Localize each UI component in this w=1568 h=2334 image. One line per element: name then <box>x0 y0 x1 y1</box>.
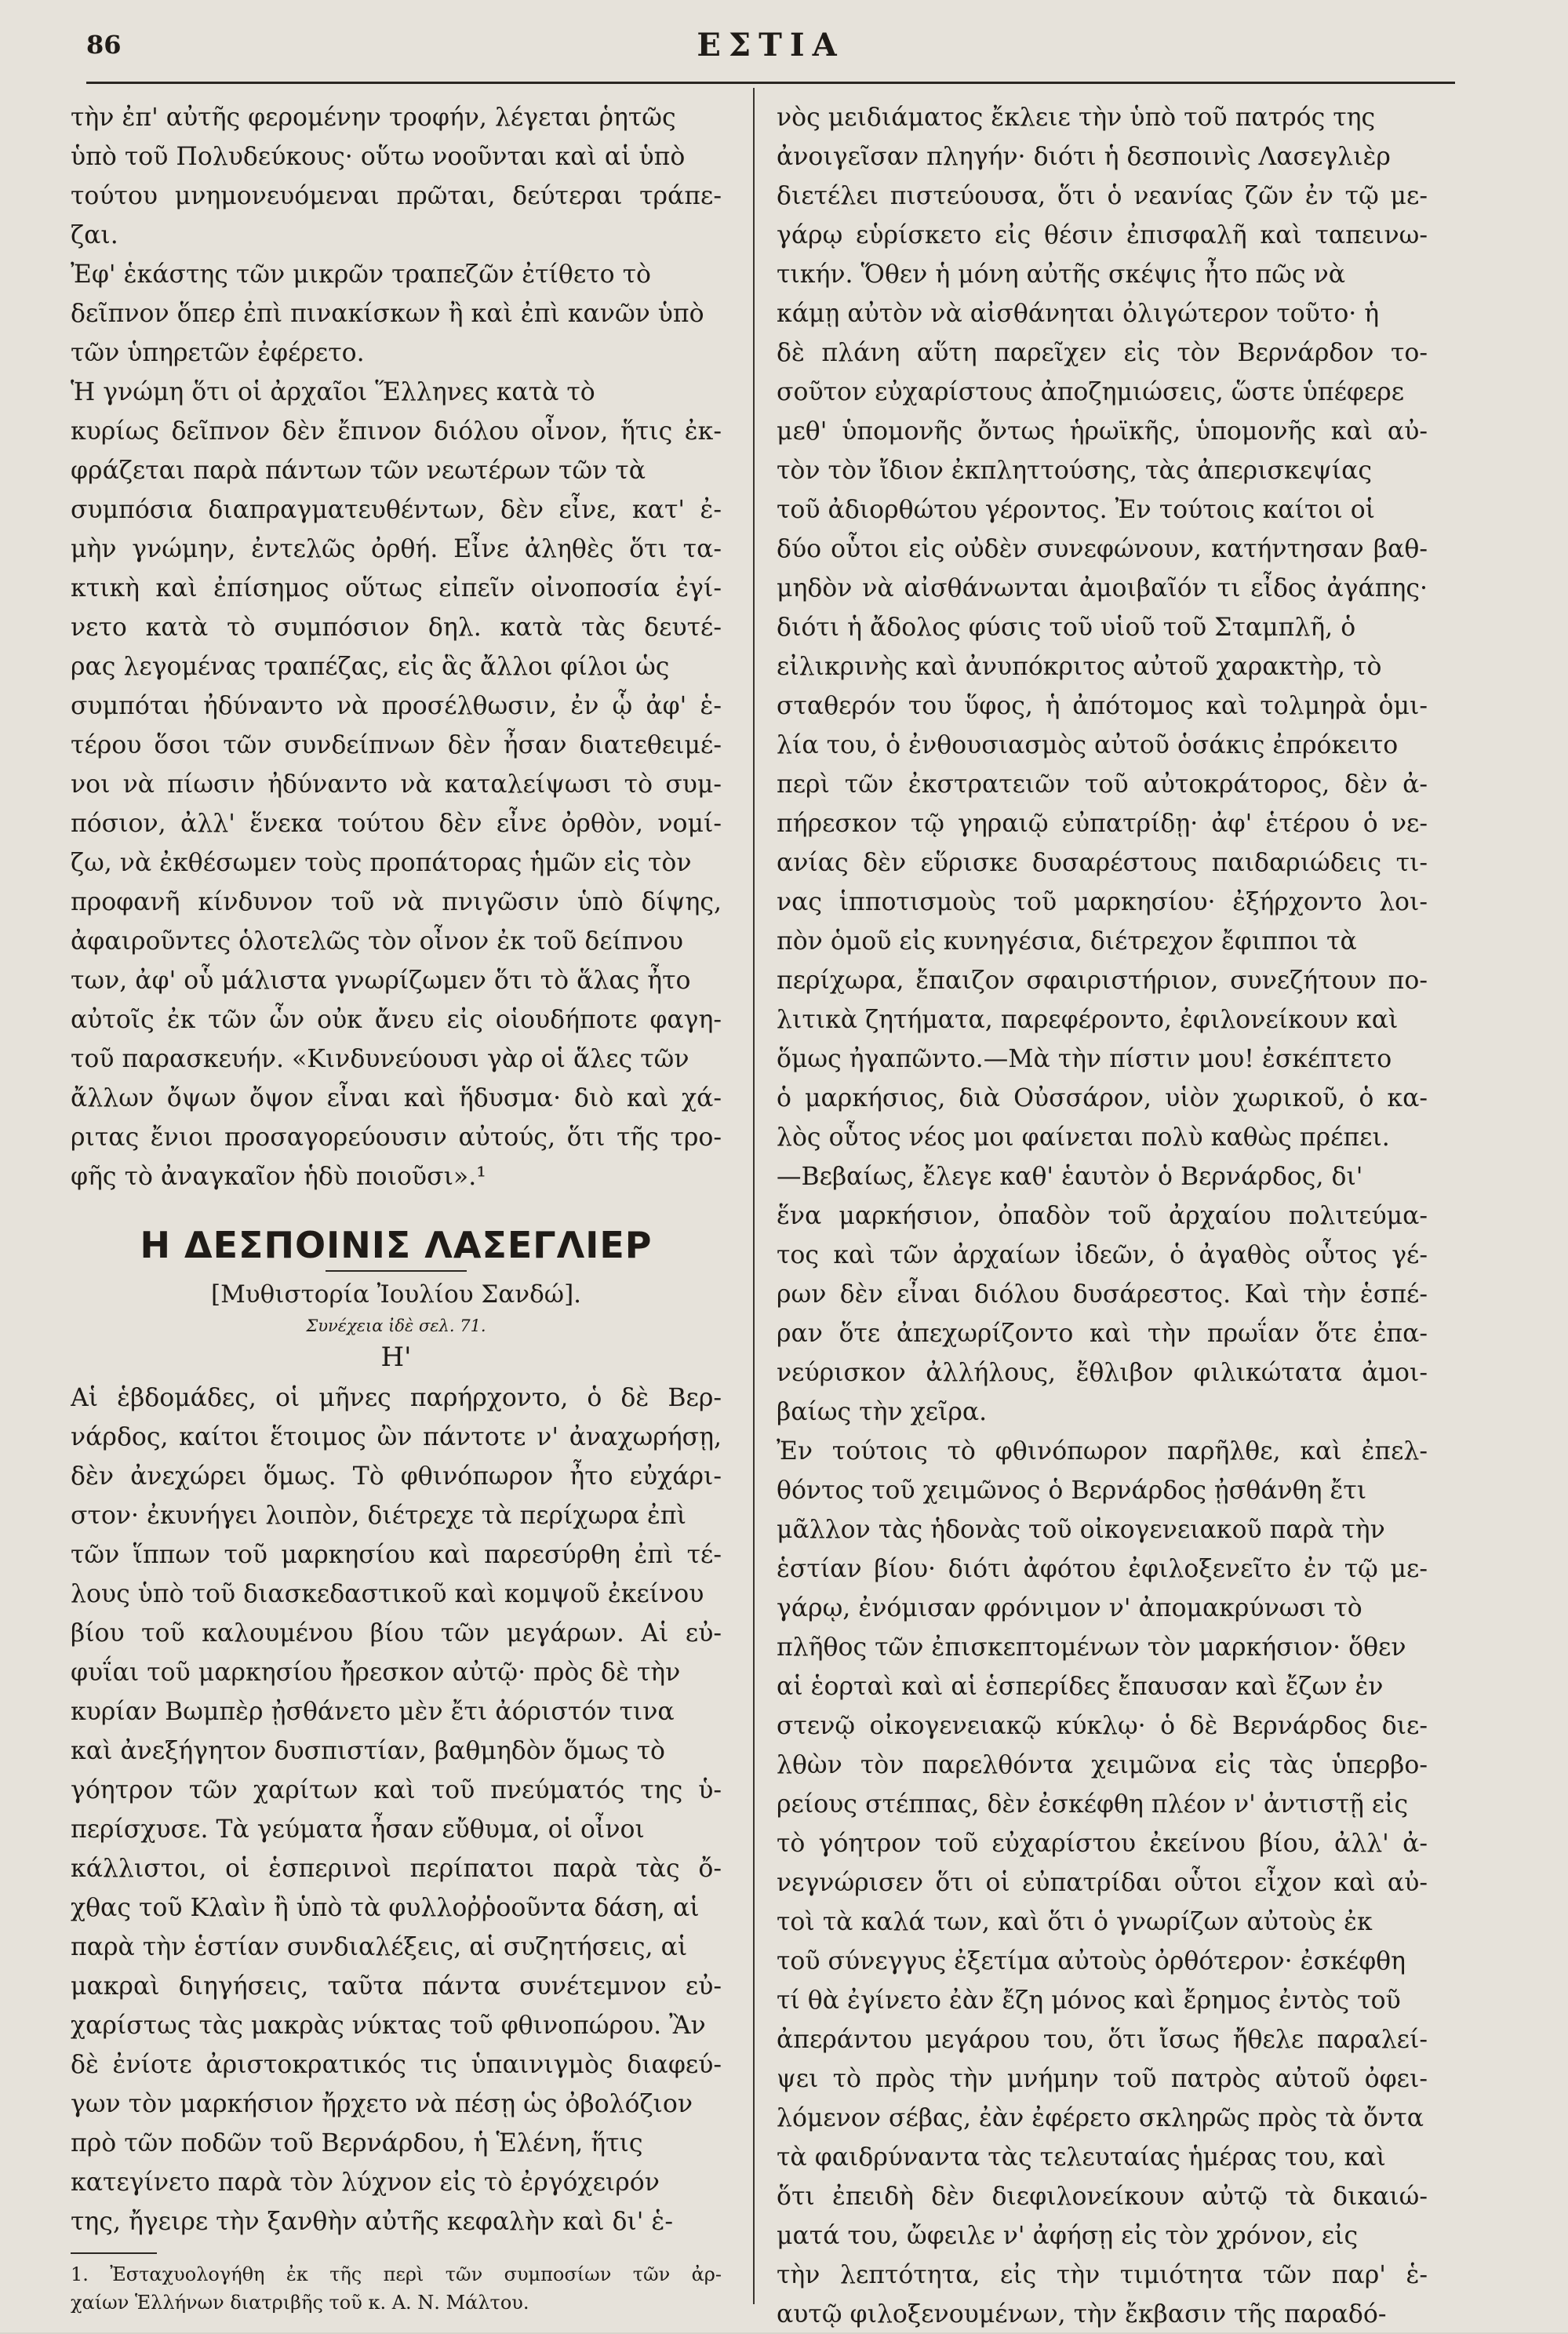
text-line: —Βεβαίως, ἔλεγε καθ' ἑαυτὸν ὁ Βερνάρδος, δι' <box>777 1163 1363 1191</box>
text-line: στενῷ οἰκογενειακῷ κύκλῳ· ὁ δὲ Βερνάρδος διε- <box>777 1712 1428 1740</box>
text-line: χθας τοῦ Κλαὶν ἢ ὑπὸ τὰ φυλλοῤῥοοῦντα δάση, αἱ <box>71 1894 700 1922</box>
left-text-block-1 <box>71 98 722 1196</box>
text-line: λόμενον σέβας, ἐὰν ἐφέρετο σκληρῶς πρὸς τὰ ὄντα <box>777 2104 1424 2132</box>
page-number: 86 <box>86 30 122 60</box>
text-line: στον· ἐκυνήγει λοιπὸν, διέτρεχε τὰ περίχωρα ἐπὶ <box>71 1502 686 1530</box>
text-line: διετέλει πιστεύουσα, ὅτι ὁ νεανίας ζῶν ἐν τῷ με- <box>777 182 1428 210</box>
text-line: φυΐαι τοῦ μαρκησίου ἤρεσκον αὐτῷ· πρὸς δὲ τὴν <box>71 1659 681 1687</box>
text-line: ρας λεγομένας τραπέζας, εἰς ἃς ἄλλοι φίλοι ὡς <box>71 653 670 681</box>
text-line: δὲν ἀνεχώρει ὅμως. Τὸ φθινόπωρον ἦτο εὐχάρι- <box>71 1462 722 1491</box>
article-continued-note: Συνέχεια ἰδὲ σελ. 71. <box>306 1316 486 1335</box>
text-line: αυτῷ φιλοξενουμένων, τὴν ἔκβασιν τῆς παραδό- <box>777 2300 1387 2329</box>
text-line: τούτου μνημονευόμεναι πρῶται, δεύτεραι τράπε- <box>71 182 722 210</box>
text-line: καὶ ἀνεξήγητον δυσπιστίαν, βαθμηδὸν ὅμως τὸ <box>71 1737 665 1765</box>
left-text-block-2 <box>71 1378 722 2241</box>
text-line: ματά του, ὤφειλε ν' ἀφήσῃ εἰς τὸν χρόνον, εἰς <box>777 2222 1359 2250</box>
text-line: μηδὸν νὰ αἰσθάνωνται ἀμοιβαῖόν τι εἶδος ἀγάπης· <box>777 574 1428 603</box>
text-line: Ἐν τούτοις τὸ φθινόπωρον παρῆλθε, καὶ ἐπελ- <box>777 1437 1428 1466</box>
text-line: τῶν ὑπηρετῶν ἐφέρετο. <box>71 339 365 367</box>
text-line: κατεγίνετο παρὰ τὸν λύχνον εἰς τὸ ἐργόχειρόν <box>71 2168 660 2197</box>
article-title: Η ΔΕΣΠΟΙΝΙΣ ΛΑΣΕΓΛΙΕΡ <box>140 1224 653 1266</box>
text-line: γάρῳ, ἐνόμισαν φρόνιμον ν' ἀπομακρύνωσι τὸ <box>777 1594 1362 1622</box>
text-line: αὐτοῖς ἐκ τῶν ὧν οὐκ ἄνευ εἰς οἱουδήποτε φαγη- <box>71 1006 722 1034</box>
text-line: ρων δὲν εἶναι διόλου δυσάρεστος. Καὶ τὴν ἑσπέ- <box>777 1280 1428 1309</box>
text-line: ἀνοιγεῖσαν πληγήν· διότι ἡ δεσποινὶς Λασεγλιὲρ <box>777 143 1391 171</box>
text-line: πήρεσκον τῷ γηραιῷ εὐπατρίδῃ· ἀφ' ἑτέρου ὁ νε- <box>777 810 1428 838</box>
text-line: γόητρον τῶν χαρίτων καὶ τοῦ πνεύματός της ὑ- <box>71 1776 722 1804</box>
text-line: ανίας δὲν εὕρισκε δυσαρέστους παιδαριώδεις τι- <box>777 849 1428 877</box>
text-line: φῆς τὸ ἀναγκαῖον ἡδὺ ποιοῦσι».¹ <box>71 1163 486 1191</box>
text-line: κυρίως δεῖπνον δὲν ἔπινον διόλου οἶνον, ἥτις ἐκ- <box>71 417 722 446</box>
text-line: προφανῆ κίνδυνον τοῦ νὰ πνιγῶσιν ὑπὸ δίψης, <box>71 888 722 916</box>
text-line: ἀπεράντου μεγάρου του, ὅτι ἴσως ἤθελε παραλεί- <box>777 2026 1428 2054</box>
text-line: βαίως τὴν χεῖρα. <box>777 1398 988 1426</box>
text-line: πόσιον, ἀλλ' ἕνεκα τούτου δὲν εἶνε ὀρθὸν, νομί- <box>71 810 722 838</box>
text-line: ραν ὅτε ἀπεχωρίζοντο καὶ τὴν πρωΐαν ὅτε ἐπα- <box>777 1320 1428 1348</box>
text-line: των, ἀφ' οὗ μάλιστα γνωρίζωμεν ὅτι τὸ ἅλας ἦτο <box>71 967 691 995</box>
text-line: λθὼν τὸν παρελθόντα χειμῶνα εἰς τὰς ὑπερβο- <box>777 1751 1428 1779</box>
text-line: διότι ἡ ἄδολος φύσις τοῦ υἱοῦ τοῦ Σταμπλῆ, ὁ <box>777 614 1356 642</box>
text-line: περίχωρα, ἔπαιζον σφαιριστήριον, συνεζήτουν πο- <box>777 967 1428 995</box>
text-line: ἑστίαν βίου· διότι ἀφότου ἐφιλοξενεῖτο ἐν τῷ με- <box>777 1555 1428 1583</box>
text-line: δὲ ἐνίοτε ἀριστοκρατικός τις ὑπαινιγμὸς διαφεύ- <box>71 2051 722 2079</box>
text-line: δεῖπνον ὅπερ ἐπὶ πινακίσκων ἢ καὶ ἐπὶ κανῶν ὑπὸ <box>71 300 704 328</box>
text-line: Ἡ γνώμη ὅτι οἱ ἀρχαῖοι Ἕλληνες κατὰ τὸ <box>71 378 595 406</box>
text-line: πρὸ τῶν ποδῶν τοῦ Βερνάρδου, ἡ Ἑλένη, ἥτις <box>71 2129 643 2157</box>
text-line: νεγνώρισεν ὅτι οἱ εὐπατρίδαι οὗτοι εἶχον καὶ αὐ- <box>777 1869 1428 1897</box>
text-line: νετο κατὰ τὸ συμπόσιον δηλ. κατὰ τὰς δευτέ- <box>71 614 722 642</box>
text-line: τοῦ ἀδιορθώτου γέροντος. Ἐν τούτοις καίτοι οἱ <box>777 496 1376 524</box>
header-rule <box>86 82 1455 84</box>
text-line: νὸς μειδιάματος ἔκλειε τὴν ὑπὸ τοῦ πατρός της <box>777 104 1376 132</box>
text-line: τέρου ὅσοι τῶν συνδείπνων δὲν ἦσαν διατεθειμέ- <box>71 731 722 759</box>
text-line: πλῆθος τῶν ἐπισκεπτομένων τὸν μαρκήσιον· ὅθεν <box>777 1633 1406 1662</box>
text-line: κάμῃ αὐτὸν νὰ αἰσθάνηται ὀλιγώτερον τοῦτο· ἡ <box>777 300 1380 328</box>
text-line: τοῦ σύνεγγυς ἐξετίμα αὐτοὺς ὀρθότερον· ἐσκέφθη <box>777 1947 1406 1975</box>
text-line: κτικὴ καὶ ἐπίσημος οὕτως εἰπεῖν οἰνοποσία ἐγί- <box>71 574 722 603</box>
text-line: θόντος τοῦ χειμῶνος ὁ Βερνάρδος ᾐσθάνθη ἔτι <box>777 1477 1367 1505</box>
article-subtitle: [Μυθιστορία Ἰουλίου Σανδώ]. <box>210 1280 582 1309</box>
text-line: βίου τοῦ καλουμένου βίου τῶν μεγάρων. Αἱ εὐ- <box>71 1619 722 1648</box>
text-line: μεθ' ὑπομονῆς ὄντως ἡρωϊκῆς, ὑπομονῆς καὶ αὐ- <box>777 417 1428 446</box>
text-line: αἱ ἑορταὶ καὶ αἱ ἑσπερίδες ἔπαυσαν καὶ ἔζων ἐν <box>777 1673 1384 1701</box>
text-line: νεύρισκον ἀλλήλους, ἔθλιβον φιλικώτατα ἀμοι- <box>777 1359 1428 1387</box>
text-line: μὴν γνώμην, ἐντελῶς ὀρθή. Εἶνε ἀληθὲς ὅτι τα- <box>71 535 722 563</box>
text-line: τὴν ἐπ' αὐτῆς φερομένην τροφήν, λέγεται ῥητῶς <box>71 104 676 132</box>
right-column <box>777 98 1428 2334</box>
text-line: ἀφαιροῦντες ὁλοτελῶς τὸν οἶνον ἐκ τοῦ δείπνου <box>71 927 683 956</box>
text-line: ὅμως ἠγαπῶντο.—Μὰ τὴν πίστιν μου! ἐσκέπτετο <box>777 1045 1392 1073</box>
title-rule <box>326 1270 467 1272</box>
text-line: νάρδος, καίτοι ἕτοιμος ὢν πάντοτε ν' ἀναχωρήσῃ, <box>71 1423 722 1451</box>
text-line: γων τὸν μαρκήσιον ἤρχετο νὰ πέσῃ ὡς ὀβολόζιον <box>71 2090 693 2118</box>
text-line: δύο οὗτοι εἰς οὐδὲν συνεφώνουν, κατήντησαν βαθ- <box>777 535 1428 563</box>
text-line: ψει τὸ πρὸς τὴν μνήμην τοῦ πατρὸς αὐτοῦ ὀφει- <box>777 2065 1428 2093</box>
text-line: λία του, ὁ ἐνθουσιασμὸς αὐτοῦ ὁσάκις ἐπρόκειτο <box>777 731 1399 759</box>
text-line: σταθερόν του ὕφος, ἡ ἀπότομος καὶ τολμηρὰ ὁμι- <box>777 692 1428 720</box>
text-line: ζαι. <box>71 221 118 249</box>
text-line: νοι νὰ πίωσιν ἠδύναντο νὰ καταλείψωσι τὸ συμ- <box>71 770 722 799</box>
running-title: ΕΣΤΙΑ <box>697 27 845 64</box>
text-line: τί θὰ ἐγίνετο ἐὰν ἔζη μόνος καὶ ἔρημος ἐντὸς τοῦ <box>777 1986 1401 2015</box>
text-line: χαρίστως τὰς μακρὰς νύκτας τοῦ φθινοπώρου. Ἂν <box>71 2012 706 2040</box>
text-line: παρὰ τὴν ἑστίαν συνδιαλέξεις, αἱ συζητήσεις, αἱ <box>71 1933 688 1961</box>
text-line: Ἐφ' ἑκάστης τῶν μικρῶν τραπεζῶν ἐτίθετο τὸ <box>71 260 651 289</box>
text-line: τικήν. Ὅθεν ἡ μόνη αὐτῆς σκέψις ἦτο πῶς νὰ <box>777 260 1346 289</box>
column-divider <box>753 88 755 2304</box>
text-line: τος καὶ τῶν ἀρχαίων ἰδεῶν, ὁ ἀγαθὸς οὗτος γέ- <box>777 1241 1428 1269</box>
text-line: ὑπὸ τοῦ Πολυδεύκους· οὕτω νοοῦνται καὶ αἱ ὑπὸ <box>71 143 686 171</box>
footnote-rule <box>71 2252 157 2254</box>
text-line: λὸς οὗτος νέος μοι φαίνεται πολὺ καθὼς πρέπει. <box>777 1123 1390 1152</box>
text-line: κάλλιστοι, οἱ ἑσπερινοὶ περίπατοι παρὰ τὰς ὄ- <box>71 1855 722 1883</box>
text-line: σοῦτον εὐχαρίστους ἀποζημιώσεις, ὥστε ὑπέφερε <box>777 378 1405 406</box>
text-line: της, ἤγειρε τὴν ξανθὴν αὐτῆς κεφαλὴν καὶ δι' ἑ- <box>71 2208 673 2236</box>
text-line: ριτας ἔνιοι προσαγορεύουσιν αὐτούς, ὅτι τῆς τρο- <box>71 1123 722 1152</box>
text-line: τοῦ παρασκευήν. «Κινδυνεύουσι γὰρ οἱ ἅλες τῶν <box>71 1045 689 1073</box>
text-line: μᾶλλον τὰς ἡδονὰς τοῦ οἰκογενειακοῦ παρὰ τὴν <box>777 1516 1385 1544</box>
text-line: ρείους στέππας, δὲν ἐσκέφθη πλέον ν' ἀντιστῇ εἰς <box>777 1790 1409 1819</box>
text-line: εἰλικρινὴς καὶ ἀνυπόκριτος αὐτοῦ χαρακτὴρ, τὸ <box>777 653 1382 681</box>
page-header <box>86 24 1455 71</box>
text-line: Αἱ ἑβδομάδες, οἱ μῆνες παρήρχοντο, ὁ δὲ Βερ- <box>71 1384 722 1412</box>
text-line: τὰ φαιδρύναντα τὰς τελευταίας ἡμέρας του, καὶ <box>777 2143 1386 2172</box>
text-line: τοὶ τὰ καλά των, καὶ ὅτι ὁ γνωρίζων αὐτοὺς ἐκ <box>777 1908 1373 1936</box>
text-line: συμπόσια διαπραγματευθέντων, δὲν εἶνε, κατ' ἐ- <box>71 496 722 524</box>
text-line: περίσχυσε. Τὰ γεύματα ἦσαν εὔθυμα, οἱ οἶνοι <box>71 1815 645 1844</box>
text-line: συμπόται ἠδύναντο νὰ προσέλθωσιν, ἐν ᾧ ἀφ' ἑ- <box>71 692 722 720</box>
text-line: περὶ τῶν ἐκστρατειῶν τοῦ αὐτοκράτορος, δὲν ἀ- <box>777 770 1428 799</box>
text-line: ὅτι ἐπειδὴ δὲν διεφιλονείκουν αὐτῷ τὰ δικαιώ- <box>777 2183 1428 2211</box>
text-line: λιτικὰ ζητήματα, παρεφέροντο, ἐφιλονείκουν καὶ <box>777 1006 1399 1034</box>
text-line: φράζεται παρὰ πάντων τῶν νεωτέρων τῶν τὰ <box>71 457 646 485</box>
left-column <box>71 98 722 2317</box>
text-line: γάρῳ εὑρίσκετο εἰς θέσιν ἐπισφαλῆ καὶ ταπεινω- <box>777 221 1428 249</box>
text-line: νας ἱπποτισμοὺς τοῦ μαρκησίου· ἐξήρχοντο λοι- <box>777 888 1428 916</box>
footnote <box>71 2260 722 2317</box>
right-text-block <box>777 98 1428 2334</box>
text-line: κυρίαν Βωμπὲρ ᾐσθάνετο μὲν ἔτι ἀόριστόν τινα <box>71 1698 675 1726</box>
text-line: δὲ πλάνη αὕτη παρεῖχεν εἰς τὸν Βερνάρδον το- <box>777 339 1428 367</box>
footnote-line: 1. Ἐσταχυολογήθη ἐκ τῆς περὶ τῶν συμποσίων τῶν ἀρ- <box>71 2263 722 2285</box>
chapter-number: Η' <box>380 1342 412 1373</box>
text-line: λους ὑπὸ τοῦ διασκεδαστικοῦ καὶ κομψοῦ ἐκείνου <box>71 1580 704 1608</box>
text-line: ὁ μαρκήσιος, διὰ Οὐσσάρον, υἱὸν χωρικοῦ, ὁ κα- <box>777 1084 1428 1112</box>
text-line: μακραὶ διηγήσεις, ταῦτα πάντα συνέτεμνον εὐ- <box>71 1972 722 2001</box>
text-line: ζω, νὰ ἐκθέσωμεν τοὺς προπάτορας ἡμῶν εἰς τὸν <box>71 849 692 877</box>
footnote-line: χαίων Ἑλλήνων διατριβῆς τοῦ κ. Α. Ν. Μάλτου. <box>71 2292 529 2314</box>
text-line: ἄλλων ὄψων ὄψον εἶναι καὶ ἥδυσμα· διὸ καὶ χά- <box>71 1084 722 1112</box>
text-line: τῶν ἵππων τοῦ μαρκησίου καὶ παρεσύρθη ἐπὶ τέ- <box>71 1541 722 1569</box>
text-line: τὸν τὸν ἴδιον ἐκπληττούσης, τὰς ἀπερισκεψίας <box>777 457 1373 485</box>
text-line: πὸν ὁμοῦ εἰς κυνηγέσια, διέτρεχον ἔφιπποι τὰ <box>777 927 1357 956</box>
text-line: ἕνα μαρκήσιον, ὀπαδὸν τοῦ ἀρχαίου πολιτεύμα- <box>777 1202 1428 1230</box>
text-line: τὸ γόητρον τοῦ εὐχαρίστου ἐκείνου βίου, ἀλλ' ἀ- <box>777 1830 1428 1858</box>
text-line: τὴν λεπτότητα, εἰς τὴν τιμιότητα τῶν παρ' ἑ- <box>777 2261 1428 2289</box>
